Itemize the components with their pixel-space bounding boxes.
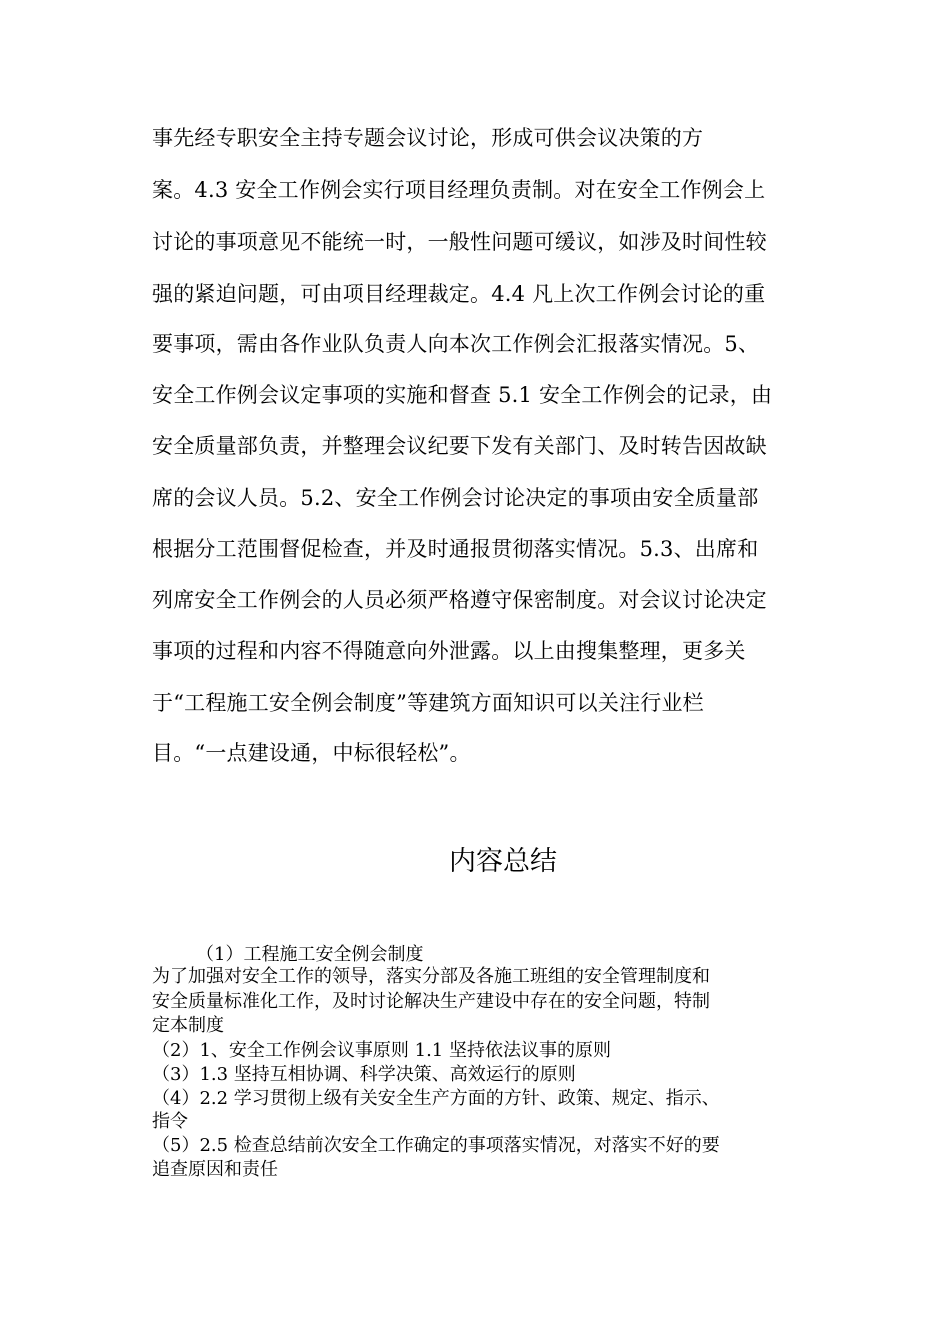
summary-line: （1）工程施工安全例会制度 <box>196 944 424 965</box>
summary-line: （4）2.2 学习贯彻上级有关安全生产方面的方针、政策、规定、指示、 <box>152 1088 720 1109</box>
body-line: 列席安全工作例会的人员必须严格遵守保密制度。对会议讨论决定 <box>152 588 767 612</box>
summary-line: 定本制度 <box>152 1015 224 1036</box>
summary-line: （5）2.5 检查总结前次安全工作确定的事项落实情况，对落实不好的要 <box>152 1135 720 1156</box>
body-line: 于“工程施工安全例会制度”等建筑方面知识可以关注行业栏 <box>152 691 704 715</box>
summary-line: 追查原因和责任 <box>152 1159 278 1180</box>
body-line: 事先经专职安全主持专题会议讨论，形成可供会议决策的方 <box>152 126 704 150</box>
body-line: 安全质量部负责，并整理会议纪要下发有关部门、及时转告因故缺 <box>152 434 767 458</box>
summary-line: 为了加强对安全工作的领导，落实分部及各施工班组的安全管理制度和 <box>152 966 710 987</box>
summary-line: （2）1、安全工作例会议事原则 1.1 坚持依法议事的原则 <box>152 1040 611 1061</box>
body-line: 讨论的事项意见不能统一时，一般性问题可缓议，如涉及时间性较 <box>152 230 767 254</box>
summary-title: 内容总结 <box>449 846 557 877</box>
body-line: 强的紧迫问题，可由项目经理裁定。4.4 凡上次工作例会讨论的重 <box>152 282 766 306</box>
body-line: 要事项，需由各作业队负责人向本次工作例会汇报落实情况。5、 <box>152 332 760 356</box>
summary-line: （3）1.3 坚持互相协调、科学决策、高效运行的原则 <box>152 1064 576 1085</box>
body-line: 事项的过程和内容不得随意向外泄露。以上由搜集整理，更多关 <box>152 639 746 663</box>
summary-line: 安全质量标准化工作，及时讨论解决生产建设中存在的安全问题，特制 <box>152 991 710 1012</box>
body-line: 安全工作例会议定事项的实施和督查 5.1 安全工作例会的记录，由 <box>152 383 773 407</box>
body-line: 根据分工范围督促检查，并及时通报贯彻落实情况。5.3、出席和 <box>152 537 759 561</box>
body-line: 目。“一点建设通，中标很轻松”。 <box>152 741 471 765</box>
summary-line: 指令 <box>152 1111 188 1132</box>
body-line: 席的会议人员。5.2、安全工作例会讨论决定的事项由安全质量部 <box>152 486 759 510</box>
body-line: 案。4.3 安全工作例会实行项目经理负责制。对在安全工作例会上 <box>152 178 766 202</box>
